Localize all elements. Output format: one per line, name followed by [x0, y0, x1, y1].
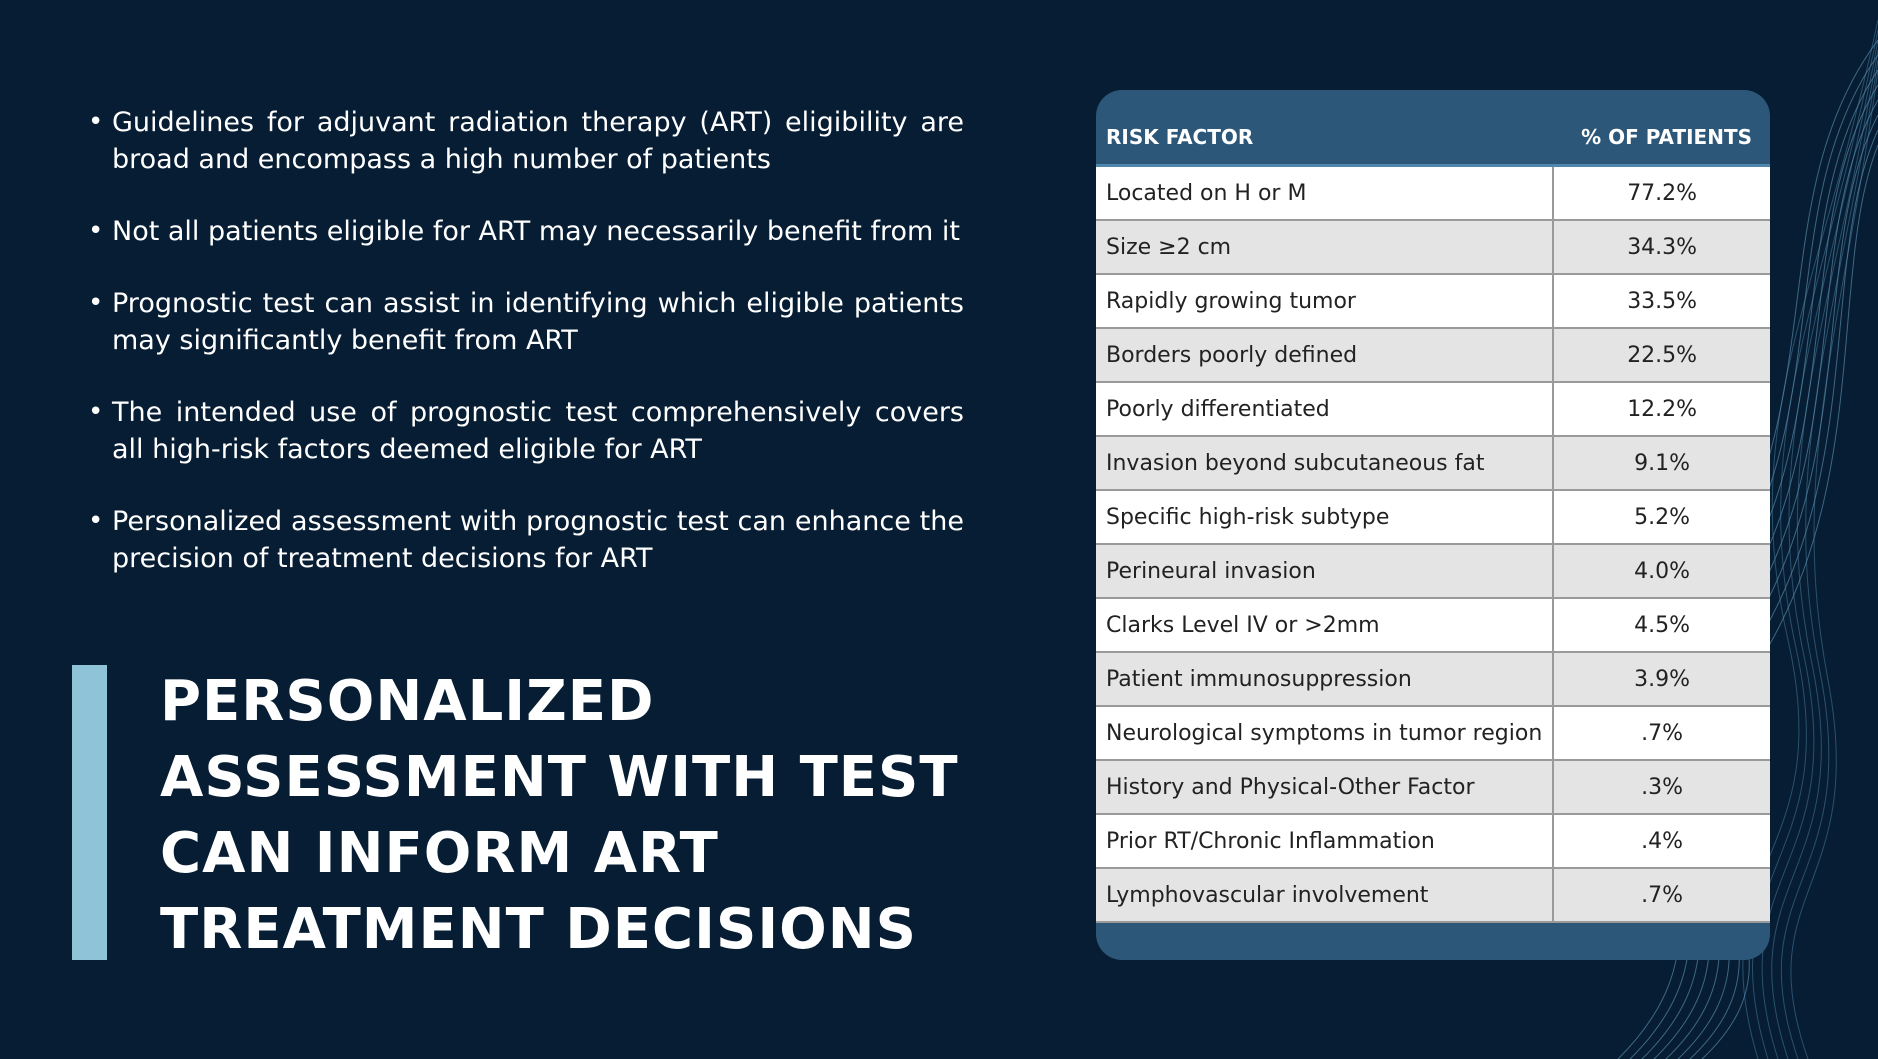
bullet-item — [88, 213, 964, 250]
percent-cell: 3.9% — [1553, 652, 1770, 706]
table-row — [1096, 544, 1770, 598]
risk-factor-cell: Located on H or M — [1096, 166, 1553, 221]
table-row — [1096, 274, 1770, 328]
risk-factor-cell: Neurological symptoms in tumor region — [1096, 706, 1553, 760]
percent-cell: 5.2% — [1553, 490, 1770, 544]
percent-cell: 34.3% — [1553, 220, 1770, 274]
table-row — [1096, 868, 1770, 922]
percent-cell: 4.5% — [1553, 598, 1770, 652]
bullet-text: The intended use of prognostic test comprehensively covers all high-risk factors deemed eligible for ART — [112, 397, 964, 465]
bullet-marker: • — [88, 288, 104, 318]
risk-factor-cell: Lymphovascular involvement — [1096, 868, 1553, 922]
risk-factor-cell: History and Physical-Other Factor — [1096, 760, 1553, 814]
bullet-text: Guidelines for adjuvant radiation therapy (ART) eligibility are broad and encompass a high number of patients — [112, 107, 964, 175]
risk-factor-table — [1096, 110, 1770, 923]
percent-cell: 12.2% — [1553, 382, 1770, 436]
percent-cell: 33.5% — [1553, 274, 1770, 328]
percent-cell: .7% — [1553, 706, 1770, 760]
table-row — [1096, 760, 1770, 814]
bullet-item — [88, 503, 964, 577]
column-header-percent-patients: % OF PATIENTS — [1553, 110, 1770, 166]
risk-factor-cell: Rapidly growing tumor — [1096, 274, 1553, 328]
table-header-row — [1096, 110, 1770, 166]
table-row — [1096, 814, 1770, 868]
percent-cell: .4% — [1553, 814, 1770, 868]
bullet-text: Personalized assessment with prognostic test can enhance the precision of treatment decisions for ART — [112, 506, 964, 574]
risk-factor-cell: Size ≥2 cm — [1096, 220, 1553, 274]
percent-cell: 22.5% — [1553, 328, 1770, 382]
headline: PERSONALIZED ASSESSMENT WITH TEST CAN INFORM ART TREATMENT DECISIONS — [160, 669, 959, 962]
table-row — [1096, 706, 1770, 760]
risk-factor-cell: Clarks Level IV or >2mm — [1096, 598, 1553, 652]
bullet-item — [88, 394, 964, 468]
bullet-marker: • — [88, 216, 104, 246]
risk-factor-cell: Prior RT/Chronic Inflammation — [1096, 814, 1553, 868]
table-row — [1096, 328, 1770, 382]
bullet-text: Not all patients eligible for ART may necessarily benefit from it — [112, 216, 960, 247]
bullet-item — [88, 104, 964, 178]
headline-accent-bar — [72, 665, 107, 960]
table-row — [1096, 490, 1770, 544]
bullet-marker: • — [88, 397, 104, 427]
bullet-list — [88, 104, 964, 612]
bullet-text: Prognostic test can assist in identifying which eligible patients may significantly benefit from ART — [112, 288, 964, 356]
risk-factor-cell: Patient immunosuppression — [1096, 652, 1553, 706]
bullet-marker: • — [88, 107, 104, 137]
table-row — [1096, 652, 1770, 706]
percent-cell: 4.0% — [1553, 544, 1770, 598]
risk-factor-cell: Borders poorly defined — [1096, 328, 1553, 382]
table-row — [1096, 436, 1770, 490]
risk-factor-cell: Invasion beyond subcutaneous fat — [1096, 436, 1553, 490]
column-header-risk-factor: RISK FACTOR — [1096, 110, 1553, 166]
bullet-item — [88, 285, 964, 359]
table-row — [1096, 220, 1770, 274]
table-row — [1096, 598, 1770, 652]
risk-factor-cell: Perineural invasion — [1096, 544, 1553, 598]
risk-factor-cell: Specific high-risk subtype — [1096, 490, 1553, 544]
risk-factor-table-card — [1096, 90, 1770, 960]
bullet-marker: • — [88, 506, 104, 536]
table-row — [1096, 382, 1770, 436]
risk-factor-cell: Poorly differentiated — [1096, 382, 1553, 436]
percent-cell: 77.2% — [1553, 166, 1770, 221]
percent-cell: 9.1% — [1553, 436, 1770, 490]
percent-cell: .7% — [1553, 868, 1770, 922]
percent-cell: .3% — [1553, 760, 1770, 814]
table-row — [1096, 166, 1770, 221]
